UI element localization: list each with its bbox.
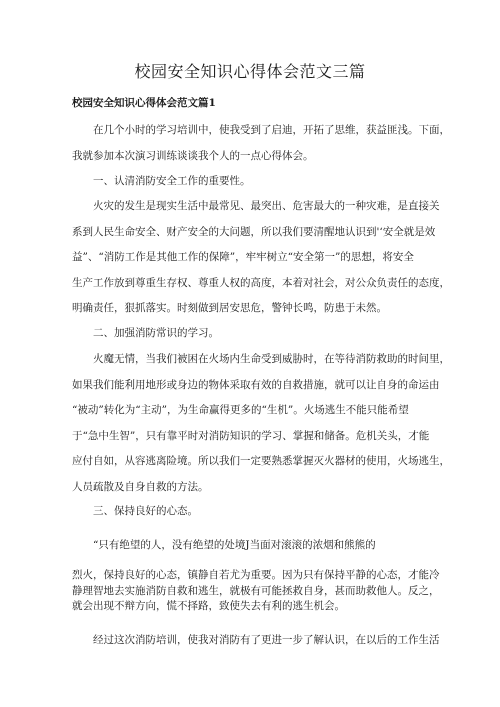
quote-line — [72, 533, 430, 559]
text-line: “被动”转化为“主动”，为生命赢得更多的“生机”。火场逃生不能只能希望 — [72, 404, 409, 416]
intro-paragraph — [72, 118, 450, 169]
text-line: 在几个小时的学习培训中，使我受到了启迪，开拓了思维，获益匪浅。下面， — [93, 124, 450, 136]
heading-3 — [72, 499, 430, 525]
text-line: 于“急中生智”，只有靠平时对消防知识的学习、掌握和储备。危机关头，才能 — [72, 429, 430, 442]
text-line: 烈火，保持良好的心态，镇静自若尤为重要。因为只有保持平静的心态，才能冷 — [72, 569, 440, 581]
text-line: 益”、“消防工作是其他工作的保障”，牢牢树立“安全第一”的思想，将安全 — [72, 251, 414, 263]
closing-paragraph — [72, 628, 440, 654]
text-line: 就会出现不辩方向，慌不择路，致使失去有利的逃生机会。 — [72, 600, 345, 612]
text-line: 火魔无情，当我们被困在火场内生命受到威胁时，在等待消防救助的时间里， — [93, 353, 450, 365]
quote-text: “只有绝望的人，没有绝望的处境J当面对滚滚的浓烟和熊熊的 — [93, 539, 376, 551]
text-line: 静理智地去实施消防自救和逃生，就极有可能拯救自身，甚而助救他人。反之， — [72, 584, 440, 597]
text-line: 经过这次消防培训，使我对消防有了更进一步了解认识，在以后的工作生活 — [93, 634, 440, 646]
text-line: 火灾的发生是现实生活中最常见、最突出、危害最大的一种灾难，是直接关 — [93, 200, 440, 212]
text-line: 生产工作放到尊重生存权、尊重人权的高度，本着对社会，对公众负责任的态度， — [72, 276, 450, 289]
text-line: 应付自如，从容逃离险境。所以我们一定要熟悉掌握灭火器材的使用，火场逃生， — [72, 455, 450, 467]
heading-text: 二、加强消防常识的学习。 — [93, 327, 219, 339]
text-line: 如果我们能利用地形或身边的物体采取有效的自救措施，就可以让自身的命运由 — [72, 378, 440, 391]
text-line: 系到人民生命安全、财产安全的大问题，所以我们要清醒地认识到'‘安全就是效 — [72, 225, 436, 238]
paragraph-3 — [72, 568, 440, 615]
page-title: 校园安全知识心得体会范文三篇 — [134, 62, 366, 81]
text-line: 明确责任，狠抓落实。时刻做到居安思危，警钟长鸣，防患于未然。 — [72, 302, 387, 314]
heading-1 — [72, 169, 430, 195]
heading-text: 一、认清消防安全工作的重要性。 — [93, 175, 251, 187]
text-line: 人员疏散及自身自救的方法。 — [72, 480, 209, 493]
paragraph-1 — [72, 194, 450, 322]
paragraph-2 — [72, 347, 450, 500]
heading-text: 三、保持良好的心态。 — [93, 505, 198, 517]
heading-2 — [72, 321, 430, 347]
section-subtitle: 校园安全知识心得体会范文篇1 — [72, 97, 216, 109]
text-line: 我就参加本次演习训练谈谈我个人的一点心得体会。 — [72, 149, 314, 162]
